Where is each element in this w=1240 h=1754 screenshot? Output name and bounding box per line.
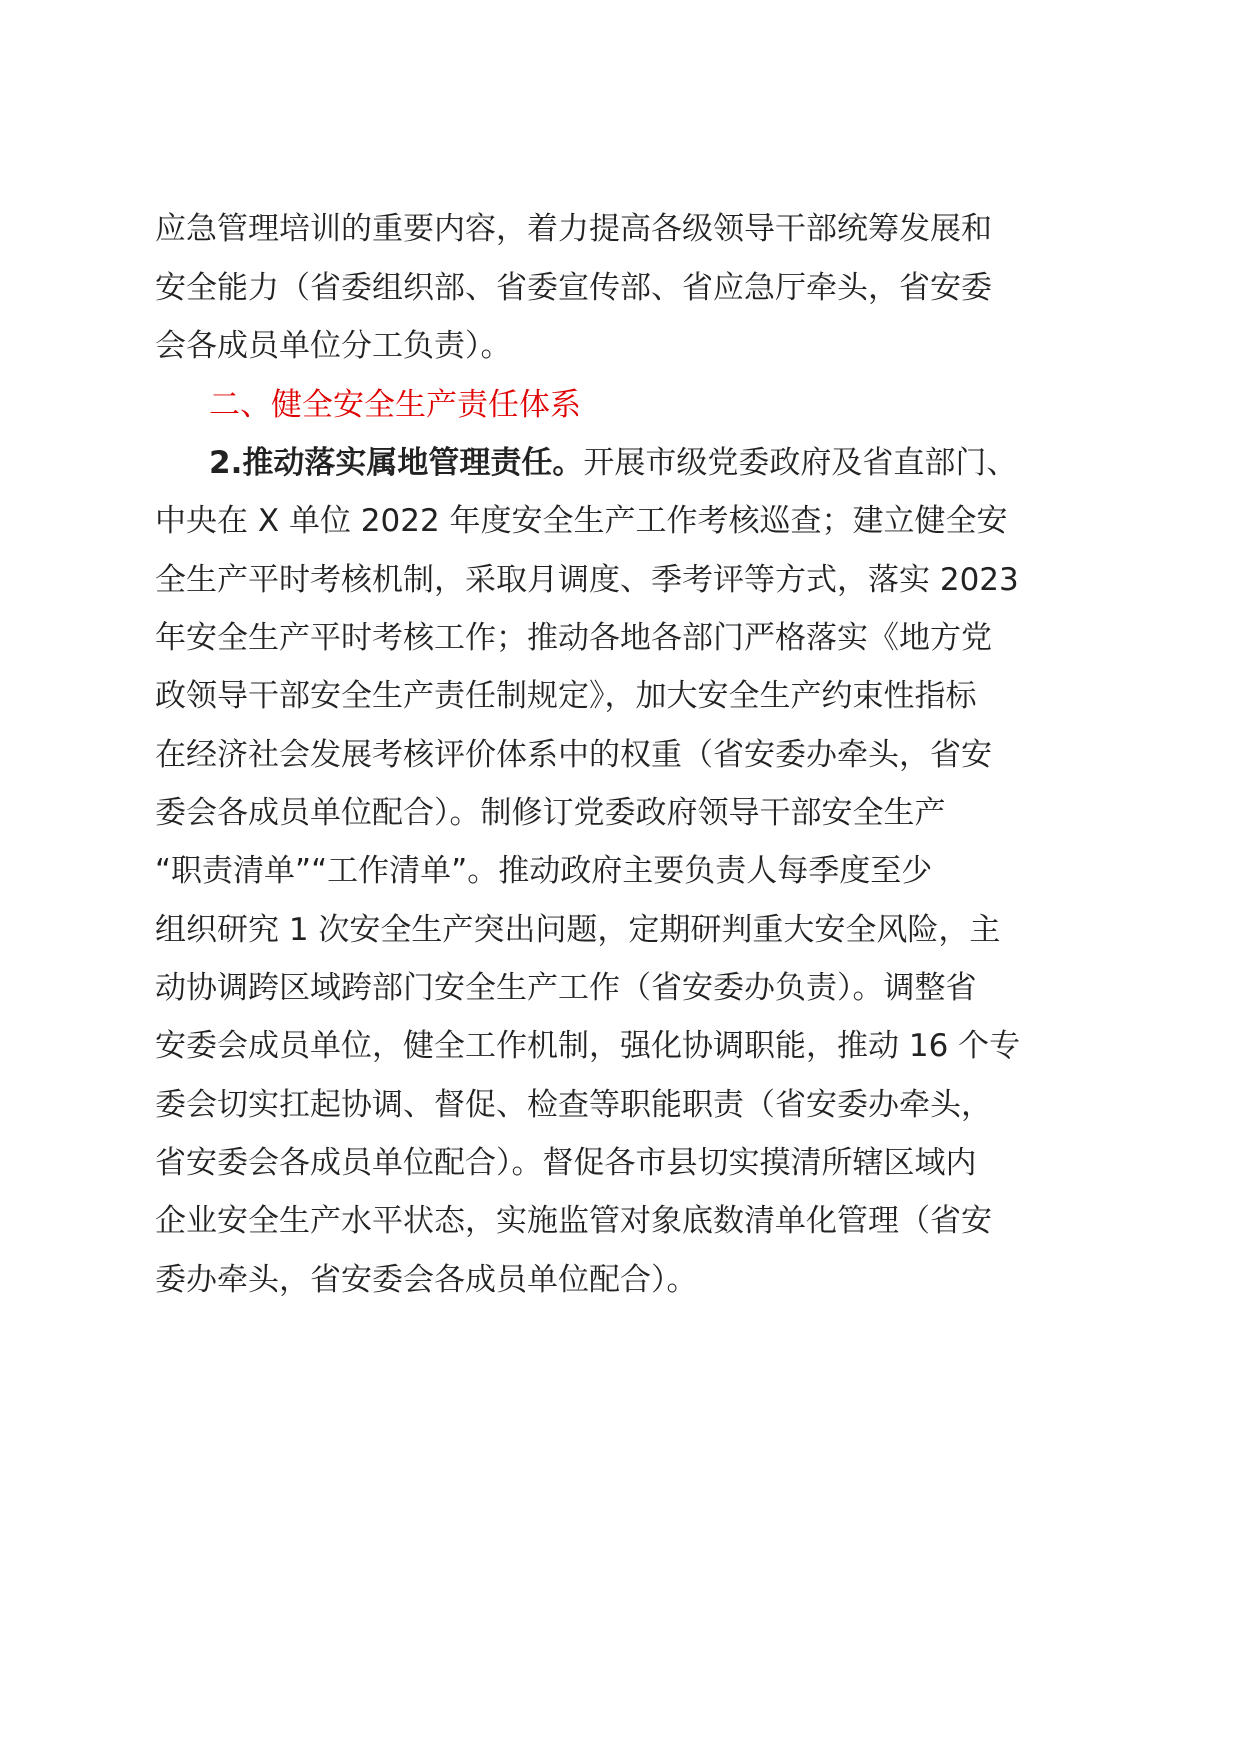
paragraph-line: 委会各成员单位配合）。制修订党委政府领导干部安全生产 — [155, 795, 946, 831]
subsection-first-line-text: 开展市级党委政府及省直部门、 — [583, 445, 1018, 481]
paragraph-line: 会各成员单位分工负责）。 — [155, 328, 512, 364]
paragraph-line: 组织研究 1 次安全生产突出问题，定期研判重大安全风险，主 — [155, 912, 1001, 948]
paragraph-line: 企业安全生产水平状态，实施监管对象底数清单化管理（省安 — [155, 1203, 992, 1239]
subsection-title: 2.推动落实属地管理责任。 — [209, 445, 584, 481]
paragraph-line: 安全能力（省委组织部、省委宣传部、省应急厅牵头，省安委 — [155, 270, 992, 306]
paragraph-line: 全生产平时考核机制，采取月调度、季考评等方式，落实 2023 — [155, 562, 1019, 598]
paragraph-line: 委会切实扛起协调、督促、检查等职能职责（省安委办牵头， — [155, 1087, 992, 1123]
paragraph-line: “职责清单”“工作清单”。推动政府主要负责人每季度至少 — [155, 853, 933, 889]
paragraph-line: 政领导干部安全生产责任制规定》，加大安全生产约束性指标 — [155, 678, 977, 714]
section-heading: 二、健全安全生产责任体系 — [209, 387, 581, 423]
paragraph-line: 中央在 X 单位 2022 年度安全生产工作考核巡查；建立健全安 — [155, 503, 1008, 539]
paragraph-line: 委办牵头，省安委会各成员单位配合）。 — [155, 1262, 698, 1298]
paragraph-line: 在经济社会发展考核评价体系中的权重（省安委办牵头，省安 — [155, 737, 992, 773]
paragraph-line: 省安委会各成员单位配合）。督促各市县切实摸清所辖区域内 — [155, 1145, 977, 1181]
paragraph-line: 动协调跨区域跨部门安全生产工作（省安委办负责）。调整省 — [155, 970, 977, 1006]
paragraph-line: 应急管理培训的重要内容，着力提高各级领导干部统筹发展和 — [155, 211, 992, 247]
subsection-first-line — [209, 443, 1017, 483]
paragraph-line: 年安全生产平时考核工作；推动各地各部门严格落实《地方党 — [155, 620, 992, 656]
paragraph-line: 安委会成员单位，健全工作机制，强化协调职能，推动 16 个专 — [155, 1028, 1021, 1064]
